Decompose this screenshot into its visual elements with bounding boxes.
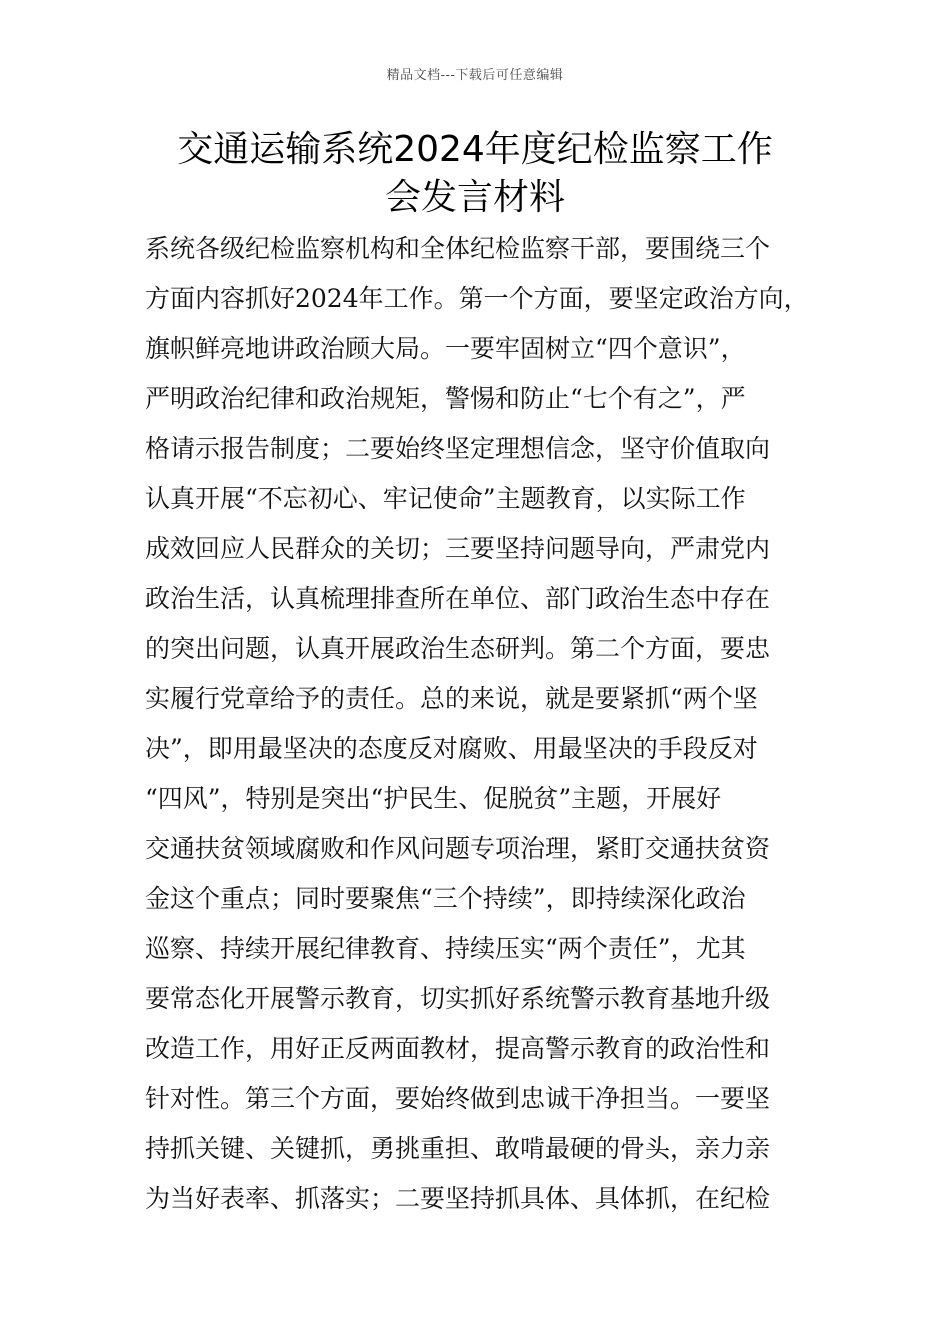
body-line: 方面内容抓好2024年工作。第一个方面，要坚定政治方向， [145, 284, 809, 313]
body-line: 成效回应人民群众的关切；三要坚持问题导向，严肃党内 [145, 534, 771, 563]
body-line: “四风”，特别是突出“护民生、促脱贫”主题，开展好 [145, 784, 722, 813]
body-line: 决”，即用最坚决的态度反对腐败、用最坚决的手段反对 [145, 734, 758, 763]
body-line: 巡察、持续开展纪律教育、持续压实“两个责任”，尤其 [145, 934, 746, 963]
document-title [100, 126, 850, 222]
document-body [145, 224, 815, 1224]
body-line: 金这个重点；同时要聚焦“三个持续”，即持续深化政治 [145, 884, 746, 913]
body-line: 格请示报告制度；二要始终坚定理想信念，坚守价值取向 [145, 434, 771, 463]
body-line: 交通扶贫领域腐败和作风问题专项治理，紧盯交通扶贫资 [145, 834, 771, 863]
body-line: 要常态化开展警示教育，切实抓好系统警示教育基地升级 [145, 984, 771, 1013]
body-line: 系统各级纪检监察机构和全体纪检监察干部，要围绕三个 [145, 234, 771, 263]
title-line: 交通运输系统2024年度纪检监察工作 [177, 129, 773, 170]
body-line: 旗帜鲜亮地讲政治顾大局。一要牢固树立“四个意识”， [145, 334, 746, 363]
body-line: 改造工作，用好正反两面教材，提高警示教育的政治性和 [145, 1034, 771, 1063]
body-line: 认真开展“不忘初心、牢记使命”主题教育，以实际工作 [145, 484, 746, 513]
body-line: 严明政治纪律和政治规矩，警惕和防止“七个有之”，严 [145, 384, 746, 413]
page-header: 精品文档---下载后可任意编辑 [386, 68, 564, 83]
body-line: 的突出问题，认真开展政治生态研判。第二个方面，要忠 [145, 634, 771, 663]
body-line: 针对性。第三个方面，要始终做到忠诚干净担当。一要坚 [145, 1084, 771, 1113]
body-line: 为当好表率、抓落实；二要坚持抓具体、具体抓，在纪检 [145, 1184, 771, 1213]
body-line: 持抓关键、关键抓，勇挑重担、敢啃最硬的骨头，亲力亲 [145, 1134, 771, 1163]
title-line: 会发言材料 [384, 177, 565, 218]
body-line: 政治生活，认真梳理排查所在单位、部门政治生态中存在 [145, 584, 771, 613]
body-line: 实履行党章给予的责任。总的来说，就是要紧抓“两个坚 [145, 684, 758, 713]
